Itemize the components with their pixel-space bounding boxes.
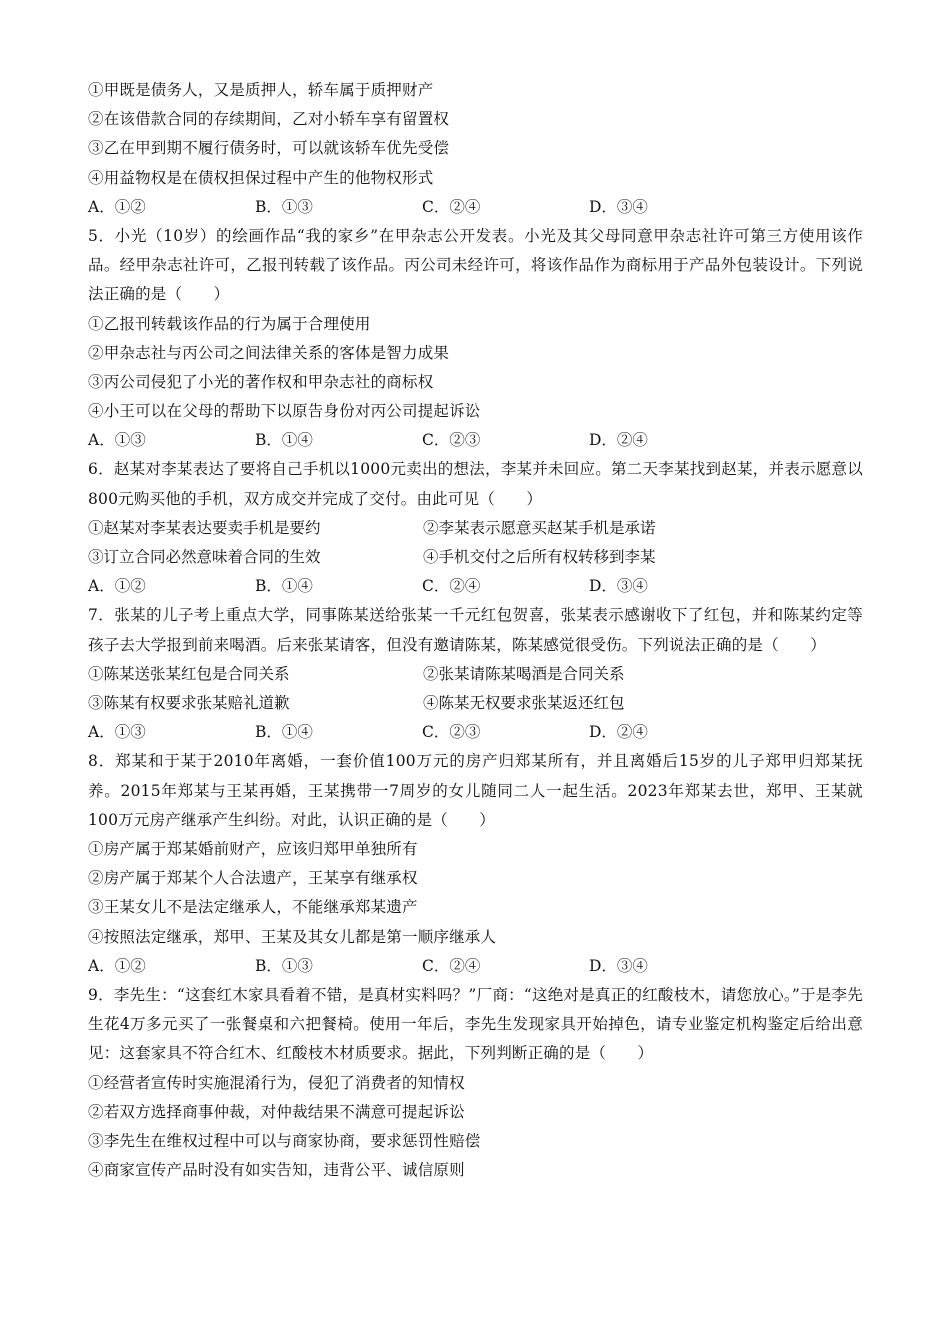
exam-page <box>88 76 863 1185</box>
answer-options <box>88 572 863 601</box>
answer-options <box>88 718 863 747</box>
statement: ③陈某有权要求张某赔礼道歉 <box>88 694 290 713</box>
statement-row <box>88 514 863 543</box>
option-d: D．③④ <box>589 577 648 596</box>
statement: ①乙报刊转载该作品的行为属于合理使用 <box>88 314 371 333</box>
statement-row <box>88 660 863 689</box>
statement: ③丙公司侵犯了小光的著作权和甲杂志社的商标权 <box>88 372 434 391</box>
statement: ④手机交付之后所有权转移到李某 <box>423 548 656 567</box>
statement: ①甲既是债务人，又是质押人，轿车属于质押财产 <box>88 81 434 99</box>
option-a: A．①② <box>88 197 146 216</box>
option-c: C．②③ <box>422 723 481 742</box>
statement: ④小王可以在父母的帮助下以原告身份对丙公司提起诉讼 <box>88 402 481 421</box>
question-stem: 6．赵某对李某表达了要将自己手机以1000元卖出的想法，李某并未回应。第二天李某找到赵某，并表示愿意以800元购买他的手机，双方成交并完成了交付。由此可见（ ） <box>88 460 863 508</box>
statement: ③订立合同必然意味着合同的生效 <box>88 548 321 567</box>
option-a: A．①③ <box>88 723 146 742</box>
answer-options <box>88 952 863 981</box>
question-stem: 5．小光（10岁）的绘画作品“我的家乡”在甲杂志公开发表。小光及其父母同意甲杂志社许可第三方使用该作品。经甲杂志社许可，乙报刊转载了该作品。丙公司未经许可，将该作品作为商标用于产品外包装设计。下列说法正确的是（ ） <box>88 226 863 304</box>
option-b: B．①③ <box>255 197 313 216</box>
question-5 <box>88 222 863 456</box>
option-d: D．②④ <box>589 431 648 450</box>
option-a: A．①③ <box>88 431 146 450</box>
statement-row <box>88 689 863 718</box>
option-c: C．②④ <box>422 577 481 596</box>
option-c: C．②④ <box>422 197 481 216</box>
statement: ①赵某对李某表达要卖手机是要约 <box>88 518 321 537</box>
option-d: D．②④ <box>589 723 648 742</box>
option-c: C．②③ <box>422 431 481 450</box>
statement: ①经营者宣传时实施混淆行为，侵犯了消费者的知情权 <box>88 1073 465 1092</box>
option-c: C．②④ <box>422 956 481 975</box>
option-b: B．①④ <box>255 431 313 450</box>
statement: ②房产属于郑某个人合法遗产，王某享有继承权 <box>88 869 418 888</box>
question-9 <box>88 981 863 1185</box>
question-stem: 9．李先生：“这套红木家具看着不错，是真材实料吗？”厂商：“这绝对是真正的红酸枝木，请您放心。”于是李先生花4万多元买了一张餐桌和六把餐椅。使用一年后，李先生发现家具开始掉色，请专业鉴定机构鉴定后给出意见：这套家具不符合红木、红酸枝木材质要求。据此，下列判断正确的是（ ） <box>88 985 863 1063</box>
option-a: A．①② <box>88 956 146 975</box>
statement: ④用益物权是在债权担保过程中产生的他物权形式 <box>88 168 434 187</box>
question-8 <box>88 747 863 981</box>
statement: ④商家宣传产品时没有如实告知，违背公平、诚信原则 <box>88 1161 465 1180</box>
statement: ①陈某送张某红包是合同关系 <box>88 664 290 683</box>
answer-options <box>88 426 863 455</box>
question-6 <box>88 455 863 601</box>
question-stem: 8．郑某和于某于2010年离婚，一套价值100万元的房产归郑某所有，并且离婚后15岁的儿子郑甲归郑某抚养。2015年郑某与王某再婚，王某携带一7周岁的女儿随同二人一起生活。2023年郑某去世，郑甲、王某就100万元房产继承产生纠纷。对此，认识正确的是（ ） <box>88 752 863 829</box>
statement: ③乙在甲到期不履行债务时，可以就该轿车优先受偿 <box>88 139 450 158</box>
option-b: B．①③ <box>255 956 313 975</box>
question-4 <box>88 76 863 222</box>
statement: ②李某表示愿意买赵某手机是承诺 <box>423 518 656 537</box>
question-7 <box>88 601 863 747</box>
statement: ④按照法定继承，郑甲、王某及其女儿都是第一顺序继承人 <box>88 927 497 946</box>
option-a: A．①② <box>88 577 146 596</box>
answer-options <box>88 193 863 222</box>
statement: ②张某请陈某喝酒是合同关系 <box>423 664 625 683</box>
option-b: B．①④ <box>255 723 313 742</box>
statement: ③李先生在维权过程中可以与商家协商，要求惩罚性赔偿 <box>88 1131 481 1150</box>
statement: ④陈某无权要求张某返还红包 <box>423 694 625 713</box>
statement: ②在该借款合同的存续期间，乙对小轿车享有留置权 <box>88 110 450 129</box>
statement: ③王某女儿不是法定继承人，不能继承郑某遗产 <box>88 898 418 917</box>
question-stem: 7．张某的儿子考上重点大学，同事陈某送给张某一千元红包贺喜，张某表示感谢收下了红包，并和陈某约定等孩子去大学报到前来喝酒。后来张某请客，但没有邀请陈某，陈某感觉很受伤。下列说法正确的是（ ） <box>88 606 863 654</box>
option-d: D．③④ <box>589 197 648 216</box>
statement: ②若双方选择商事仲裁，对仲裁结果不满意可提起诉讼 <box>88 1102 465 1121</box>
statement-row <box>88 543 863 572</box>
statement: ②甲杂志社与丙公司之间法律关系的客体是智力成果 <box>88 343 450 362</box>
option-b: B．①④ <box>255 577 313 596</box>
statement: ①房产属于郑某婚前财产，应该归郑甲单独所有 <box>88 840 418 859</box>
option-d: D．③④ <box>589 956 648 975</box>
